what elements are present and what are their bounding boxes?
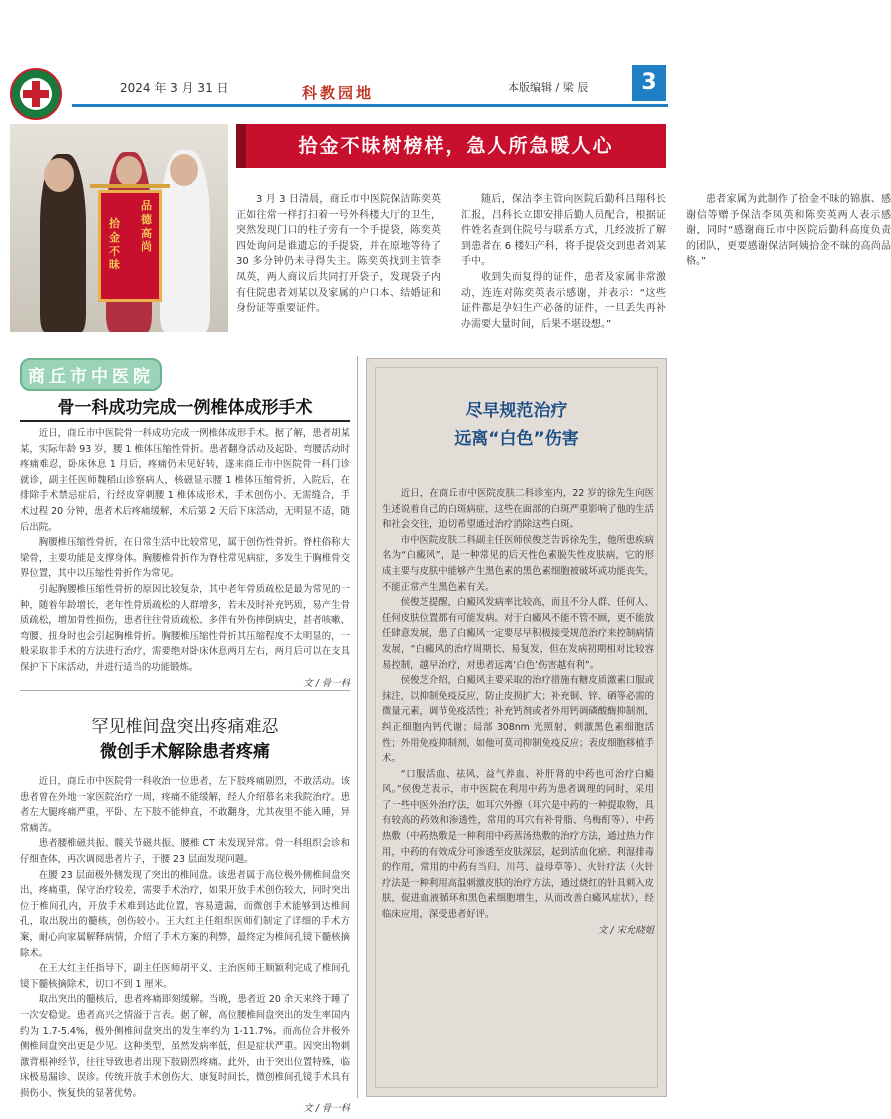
issue-date: 2024 年 3 月 31 日 xyxy=(120,81,229,95)
banner-right-text: 品德高尚 xyxy=(141,199,152,254)
article3-headline-top: 罕见椎间盘突出疼痛难忍 xyxy=(91,717,279,737)
article3-paragraph: 取出突出的髓核后，患者疼痛即刻缓解。当晚，患者近 20 余天来终于睡了一次安稳觉。患者高兴之情溢于言表。据了解，高位腰椎间盘突出的发生率国内约为 1.7-5.4%，极外侧椎间盘突出的发生率约为 1-11.7%。而高位合并极外侧椎间盘突出更是少见。这种类型，虽然发病率低，但是症状严重。因突出物刺激背根神经节，往往导致患者出现下肢剧烈疼痛。此外，由于突出位置特殊，临床极易漏诊、误诊。传统开放手术创伤大、康复时间长，微创椎间孔镜手术具有损伤小、恢复快的显著优势。 xyxy=(20,994,350,1099)
article3-headline-main: 微创手术解除患者疼痛 xyxy=(100,742,270,762)
article2-signature: 文 / 骨一科 xyxy=(303,677,350,689)
article2-paragraph: 近日，商丘市中医院骨一科成功完成一例椎体成形手术。据了解，患者胡某某，实际年龄 93 岁，腰 1 椎体压缩性骨折。患者翻身活动及起卧、弯腰活动时疼痛难忍，卧床休息 1 月后，疼痛仍未见好转，遂来商丘市中医院骨一科门诊就诊，副主任医师魏稻山诊察病人，核磁显示腰 1 椎体压缩骨折，入院后，在排除手术禁忌症后，行经皮穿刺腰 1 椎体成形术，手术创伤小、无需缝合，手术过程 20 分钟，患者术后疼痛缓解，术后第 2 天后下床活动，无明显不适，随后出院。 xyxy=(20,428,350,533)
article1-headline: 拾金不昧树榜样，急人所急暖人心 xyxy=(236,124,666,168)
page-number: 3 xyxy=(632,65,666,101)
article3-paragraph: 在王大红主任指导下，副主任医师胡平义、主治医师王顺颖利完成了椎间孔镜下髓核摘除术，切口不到 1 厘米。 xyxy=(20,963,350,990)
article4-paragraph: 侯俊芝提醒，白癜风发病率比较高，而且不分人群、任何人、任何皮肤位置都有可能发病。对于白癜风不能不管不顾，更不能放任肆意发展，患了白癜风一定要尽早积极接受规范治疗来控制病情发展，“白癜风的治疗周期长、易复发，但在发病初期相对比较容易控制，越早治疗，对患者远离‘白色’伤害越有利”。 xyxy=(382,597,654,671)
article2-body xyxy=(20,426,350,691)
banner-left-text: 拾金不昧 xyxy=(109,217,120,272)
article4-headline-top: 尽早规范治疗 xyxy=(465,401,568,421)
article-divider xyxy=(20,690,350,691)
article3-paragraph: 近日，商丘市中医院骨一科收治一位患者，左下肢疼痛剧烈，不敢活动。该患者曾在外地一家医院治疗一周，疼痛不能缓解，经人介绍慕名来我院治疗。患者左大腿疼痛严重，平卧、左下肢不能伸直，不敢翻身，尤其夜里不能入睡，异常痛苦。 xyxy=(20,776,350,834)
article4-body xyxy=(382,486,654,938)
hospital-tag: 商丘市中医院 xyxy=(20,358,162,391)
pennant-banner xyxy=(98,190,162,302)
article4-paragraph: 市中医院皮肤二科副主任医师侯俊芝告诉徐先生，他所患疾病名为“白癜风”，是一种常见的后天性色素脱失性皮肤病，它的形成主要与皮肤中能够产生黑色素的黑色素细胞被破坏或功能丧失，不能正常产生黑色素有关。 xyxy=(382,534,654,593)
article2-paragraph: 胸腰椎压缩性骨折，在日常生活中比较常见，属于创伤性骨折。脊柱俗称大梁骨，主要功能是支撑身体。胸腰椎骨折作为脊柱常见病症，多发生于胸椎骨交界位置，其中以压缩性骨折作为常见。 xyxy=(20,537,350,580)
article4-paragraph: 近日，在商丘市中医院皮肤二科诊室内，22 岁的徐先生向医生述说着自己的白斑病症，这些在面部的白斑严重影响了他的生活和社会交往，迫切希望通过治疗消除这些白斑。 xyxy=(382,488,654,531)
section-title: 科教园地 xyxy=(302,84,375,102)
article4-paragraph: “口服活血、祛风、益气养血、补肝肾的中药也可治疗白癜风。”侯俊芝表示，市中医院在利用中药为患者调理的同时，采用了一些中医外治疗法，如耳穴外擦（耳穴是中药的一种提取物，具有较高的药效和渗透性，常用的耳穴有补骨脂、乌梅酊等）、中药热敷（中药热敷是一种利用中药蒸汤热敷的治疗方法，通过热力作用，中药的有效成分可渗透至皮肤深层，起到活血化瘀、利湿排毒的作用，常用的中药有当归、川芎、益母草等）、火针疗法（火针疗法是一种利用高温刺激皮肤的治疗方法，通过烧红的针具刺入皮肤，促进血液循环和黑色素细胞增生，从而改善白癜风症状），经临床应用，深受患者好评。 xyxy=(382,768,654,921)
article4-headline-main: 远离“白色”伤害 xyxy=(454,429,579,449)
article1-paragraph: 患者家属为此制作了拾金不昧的锦旗、感谢信等赠予保洁李凤英和陈奕英两人表示感谢，同时“感谢商丘市中医院后勤科高度负责的团队，更要感谢保洁阿姨拾金不昧的高尚品格。” xyxy=(686,194,891,268)
article3-paragraph: 患者腰椎磁共振、髋关节磁共振、腰椎 CT 未发现异常。骨一科组织会诊和仔细查体，再次调阅患者片子，于腰 23 层面发现问题。 xyxy=(20,838,350,865)
page-editor: 本版编辑 / 梁 辰 xyxy=(508,81,589,94)
article2-headline: 骨一科成功完成一例椎体成形手术 xyxy=(57,398,313,418)
article3-signature: 文 / 骨一科 xyxy=(303,1103,350,1115)
article1-paragraph: 3 月 3 日清晨，商丘市中医院保洁陈奕英正如往常一样打扫着一号外科楼大厅的卫生，突然发现门口的柱子旁有一个手提袋，陈奕英四处询问是谁遗忘的手提袋，并在原地等待了 30 多分钟仍未寻得失主。陈奕英找到主管李凤英，两人商议后共同打开袋子，发现袋子内有住院患者刘某以及家属的户口本、结婚证和身份证等重要证件。 xyxy=(236,194,441,315)
article4-paragraph: 侯俊芝介绍，白癜风主要采取的治疗措施有糖皮质激素口服或抹注，以抑制免疫反应，防止皮损扩大；补充铜、锌、硒等必需的微量元素，调节免疫活性；补充钙剂或者外用钙调磷酸酶抑制剂，纠正细胞内钙代谢；局部 308nm 光照射，刺激黑色素细胞活性；外用免疫抑制剂，如他可莫司抑制免疫反应；表皮细胞移植手术。 xyxy=(382,675,654,765)
article1-paragraph: 随后，保洁李主管向医院后勤科吕翔科长汇报，吕科长立即安排后勤人员配合，根据证件姓名查到住院号与联系方式，几经波折了解到患者在 6 楼妇产科，将手提袋交到患者刘某手中。 xyxy=(461,194,666,268)
article1-paragraph: 收到失而复得的证件，患者及家属非常激动，连连对陈奕英表示感谢，并表示：“这些证件都是孕妇生产必备的证件，一旦丢失再补办需要大量时间，后果不堪设想。” xyxy=(461,271,666,330)
header-rule xyxy=(72,104,668,107)
column-divider xyxy=(357,356,358,1098)
article2-paragraph: 引起胸腰椎压缩性骨折的原因比较复杂，其中老年骨质疏松是最为常见的一种，随着年龄增长，老年性骨质疏松的人群增多，若未及时补充钙质，易产生骨质疏松，增加骨性损伤，患者往往骨质疏松、多伴有外伤摔倒病史，甚者咳嗽、弯腰、扭身时也会引起胸椎骨折。胸腰椎压缩性骨折其压缩程度不太明显的，一般采取非手术的方法进行治疗，需要绝对卧床休息两月左右，两月后可以在支具保护下下床活动，并进行适当的功能锻炼。 xyxy=(20,583,350,673)
article3-paragraph: 在腰 23 层面极外侧发现了突出的椎间盘。该患者属于高位极外侧椎间盘突出，疼痛重，保守治疗较差，需要手术治疗，如果开放手术创伤较大，同时突出位于椎间孔内，开放手术难到达此位置，容易遗漏，而微创手术能够到达椎间孔，取出脱出的髓核，创伤较小。王大红主任组织医师们制定了详细的手术方案，耐心向家属解释病情，介绍了手术方案的利弊，最终定为椎间孔镜下髓核摘除术。 xyxy=(20,869,350,959)
article4-signature: 文 / 宋允晓姐 xyxy=(598,924,654,936)
article3-body xyxy=(20,774,350,1117)
article1-body xyxy=(236,192,891,344)
newspaper-logo xyxy=(10,68,62,120)
headline-rule xyxy=(20,420,350,422)
article-photo xyxy=(10,124,228,332)
